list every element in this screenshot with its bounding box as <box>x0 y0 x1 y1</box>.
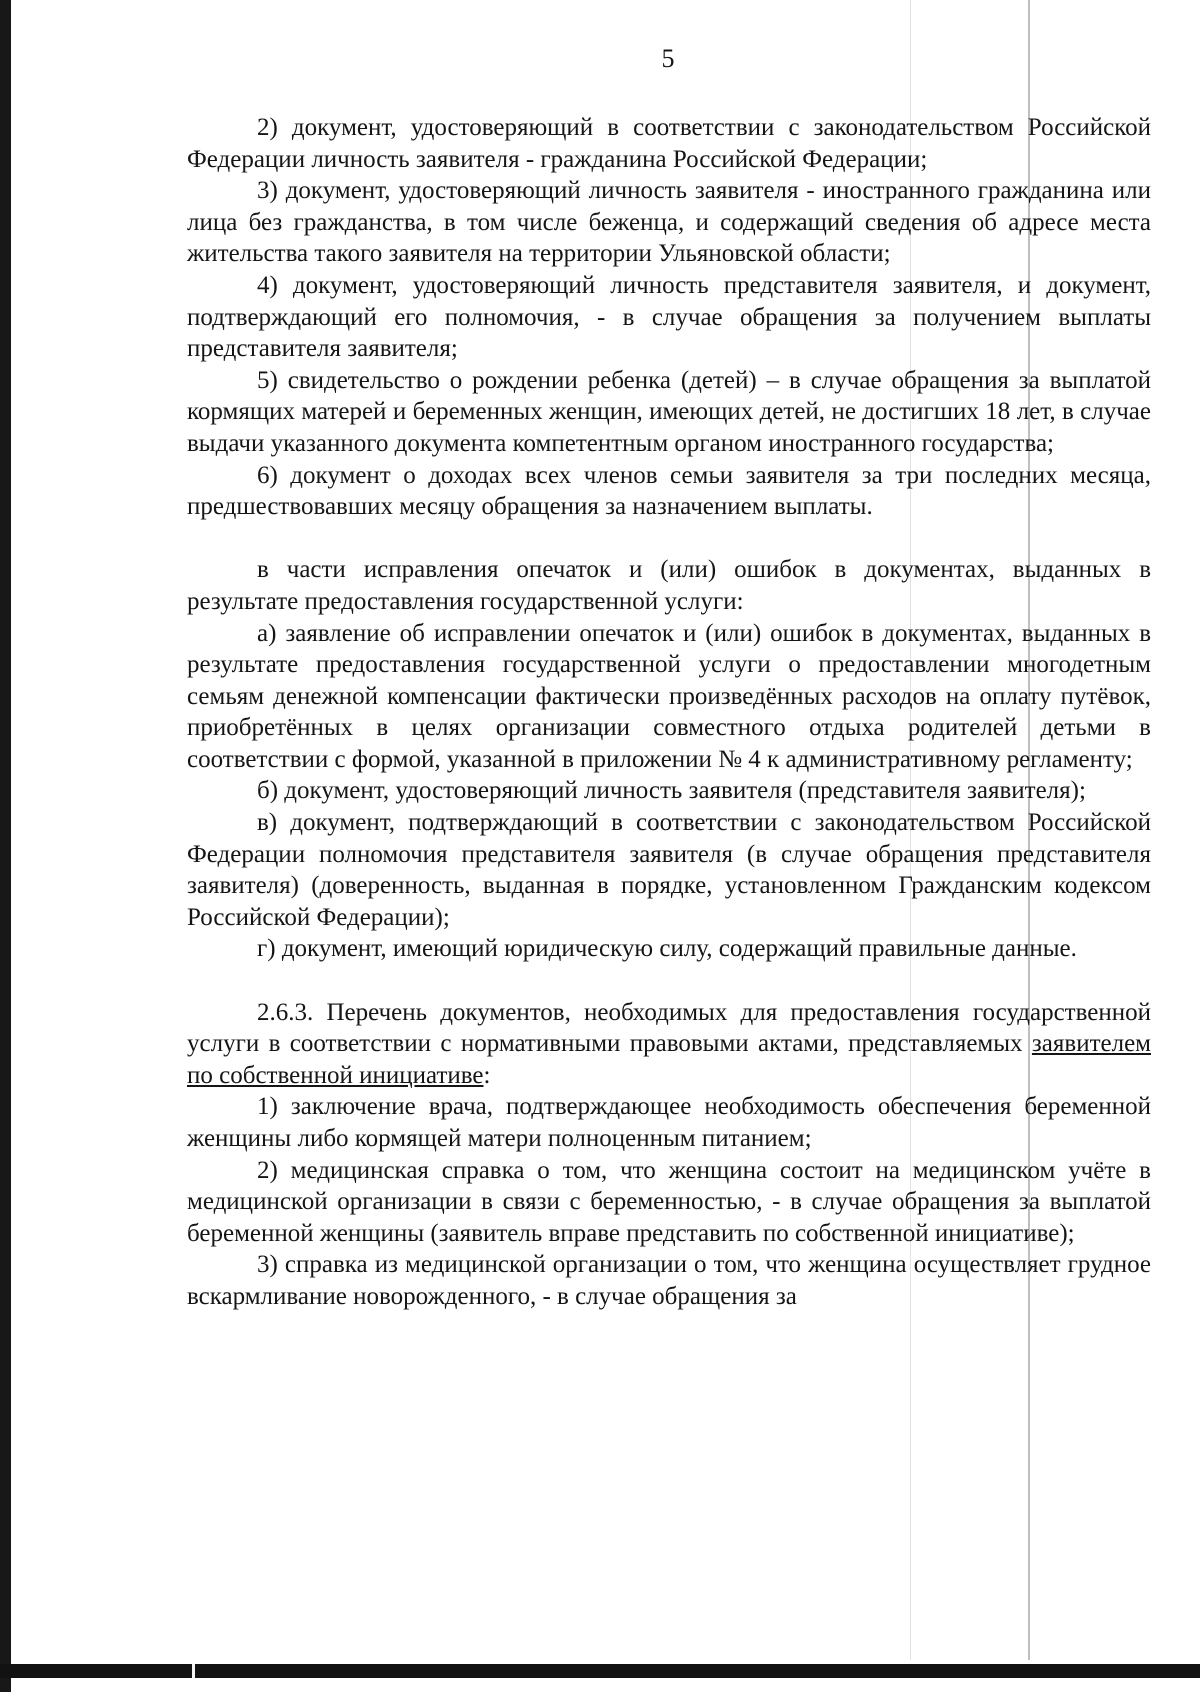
paragraph-item-6: 6) документ о доходах всех членов семьи заявителя за три последних месяца, предшествовавших месяцу обращения за назначением выплаты. <box>187 461 1151 521</box>
scan-left-edge <box>0 0 11 1692</box>
scan-bottom-bar <box>0 1664 1200 1678</box>
paragraph-item-4: 4) документ, удостоверяющий личность представителя заявителя, и документ, подтверждающий его полномочия, - в случае обращения за получением выплаты представителя заявителя; <box>187 271 1151 363</box>
page-number: 5 <box>661 44 675 73</box>
paragraph-corrections-intro: в части исправления опечаток и (или) ошибок в документах, выданных в результате предоставления государственной услуги: <box>187 556 1151 615</box>
paragraph-item-263-2: 2) медицинская справка о том, что женщина состоит на медицинском учёте в медицинской организации в связи с беременностью, - в случае обращения за выплатой беременной женщины (заявитель вправе представить по собственной инициативе); <box>187 1156 1151 1247</box>
section-2-6-3-underlined: заявителем по собственной инициативе <box>187 1030 1151 1089</box>
paragraph-item-b: б) документ, удостоверяющий личность заявителя (представителя заявителя); <box>257 777 1086 805</box>
paragraph-item-3: 3) документ, удостоверяющий личность заявителя - иностранного гражданина или лица без гражданства, в том числе беженца, и содержащий сведения об адресе места жительства такого заявителя на территории Ульяновской области; <box>187 177 1151 268</box>
section-2-6-3-lead: 2.6.3. Перечень документов, необходимых для предоставления государственной услуги в соответствии с нормативными правовыми актами, представляемых <box>187 998 1151 1058</box>
paragraph-item-5: 5) свидетельство о рождении ребенка (детей) – в случае обращения за выплатой кормящих матерей и беременных женщин, имеющих детей, не достигших 18 лет, в случае выдачи указанного документа компетентным органом иностранного государства; <box>187 366 1151 457</box>
paragraph-item-263-1: 1) заключение врача, подтверждающее необходимость обеспечения беременной женщины либо кормящей матери полноценным питанием; <box>187 1093 1151 1152</box>
section-2-6-3-heading <box>187 997 1151 1092</box>
paragraph-item-263-3: 3) справка из медицинской организации о том, что женщина осуществляет грудное вскармливание новорожденного, - в случае обращения за <box>187 1251 1151 1310</box>
paragraph-item-v: в) документ, подтверждающий в соответствии с законодательством Российской Федерации полномочия представителя заявителя (в случае обращения представителя заявителя) (доверенность, выданная в порядке, установленном Гражданским кодексом Российской Федерации); <box>187 809 1151 931</box>
paragraph-item-a: а) заявление об исправлении опечаток и (или) ошибок в документах, выданных в результате предоставления государственной услуги о предоставлении многодетным семьям денежной компенсации фактически произведённых расходов на оплату путёвок, приобретённых в целях организации совместного отдыха родителей детьми в соответствии с формой, указанной в приложении № 4 к административному регламенту; <box>187 619 1151 773</box>
document-body <box>187 112 1151 1313</box>
paragraph-item-g: г) документ, имеющий юридическую силу, содержащий правильные данные. <box>257 935 1077 963</box>
section-2-6-3-tail: : <box>483 1061 491 1089</box>
paragraph-item-2: 2) документ, удостоверяющий в соответствии с законодательством Российской Федерации личность заявителя - гражданина Российской Федерации; <box>187 114 1151 173</box>
scan-bottom-bar-gap <box>192 1664 195 1678</box>
